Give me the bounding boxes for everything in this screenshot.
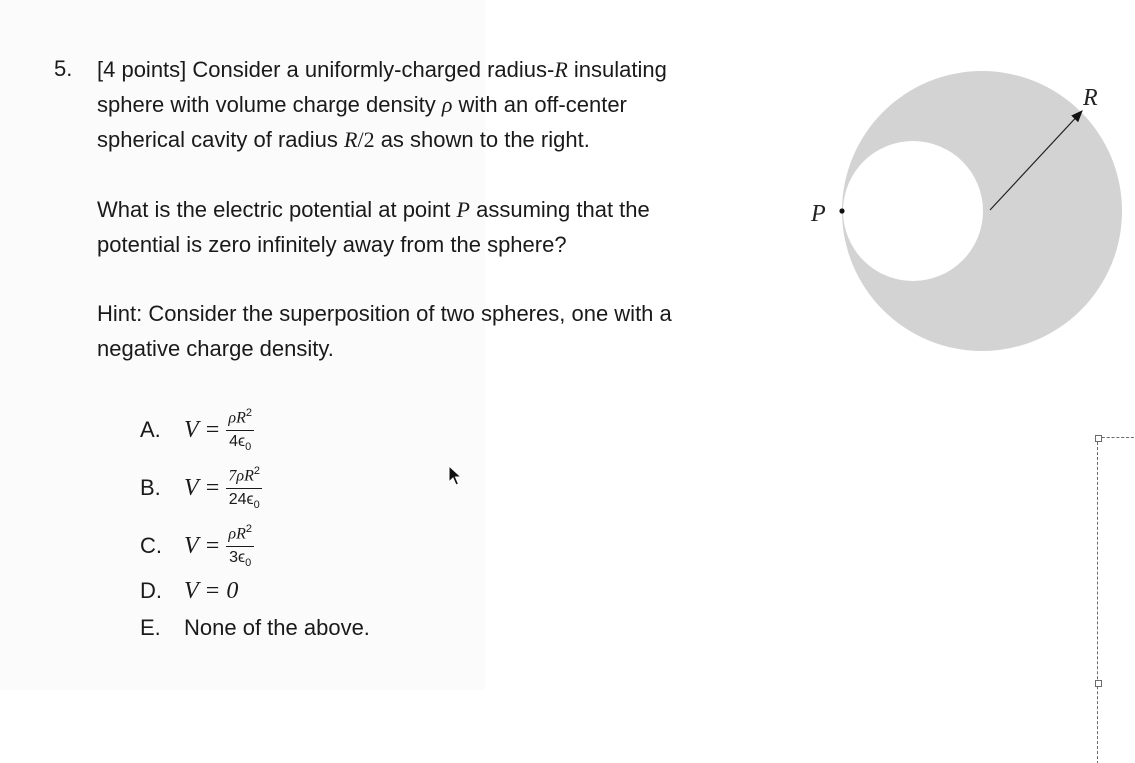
question-line-3: spherical cavity of radius R/2 as shown to the right. xyxy=(97,127,590,152)
denominator: $3\epsilon_0$ xyxy=(229,548,252,569)
hint-line-1: Hint: Consider the superposition of two spheres, one with a xyxy=(97,301,672,326)
choice-lhs: V = xyxy=(184,474,221,501)
choice-letter: E. xyxy=(140,615,161,640)
choice-lhs: V = xyxy=(184,532,221,559)
point-p-dot xyxy=(839,208,844,213)
denominator: $24\epsilon_0$ xyxy=(228,490,260,511)
choice-lhs: V = xyxy=(184,416,221,443)
choice-letter: A. xyxy=(140,417,161,442)
selection-box[interactable] xyxy=(1097,437,1135,763)
choice-letter: D. xyxy=(140,578,162,603)
question-number: 5. xyxy=(54,56,73,81)
choice-e[interactable] xyxy=(140,603,370,653)
sphere-cavity-diagram xyxy=(800,60,1130,370)
choice-c[interactable] xyxy=(140,521,254,571)
fraction xyxy=(226,462,262,514)
hint-line-2: negative charge density. xyxy=(97,336,334,361)
point-p-label: P xyxy=(811,201,826,227)
numerator: $7\rho R^2$ xyxy=(226,462,262,488)
radius-label: R xyxy=(1083,85,1098,111)
question-line-1: [4 points] Consider a uniformly-charged radius-R insulating xyxy=(97,57,667,82)
choice-text: None of the above. xyxy=(184,615,370,640)
resize-handle[interactable] xyxy=(1095,680,1102,687)
choice-letter: B. xyxy=(140,475,161,500)
choice-letter: C. xyxy=(140,533,162,558)
resize-handle[interactable] xyxy=(1095,435,1102,442)
choice-b[interactable] xyxy=(140,463,262,513)
choice-a[interactable] xyxy=(140,405,254,455)
denominator: $4\epsilon_0$ xyxy=(229,432,252,453)
fraction xyxy=(226,520,254,572)
question-line-2: sphere with volume charge density ρ with an off-center xyxy=(97,92,627,117)
question-prompt-line-1: What is the electric potential at point P assuming that the xyxy=(97,197,650,222)
mouse-cursor-icon xyxy=(448,465,464,487)
question-prompt-line-2: potential is zero infinitely away from the sphere? xyxy=(97,232,567,257)
numerator: $\rho R^2$ xyxy=(226,404,254,430)
choice-lhs: V = 0 xyxy=(184,577,239,604)
spherical-cavity xyxy=(843,141,983,281)
numerator: $\rho R^2$ xyxy=(226,520,254,546)
fraction xyxy=(226,404,254,456)
